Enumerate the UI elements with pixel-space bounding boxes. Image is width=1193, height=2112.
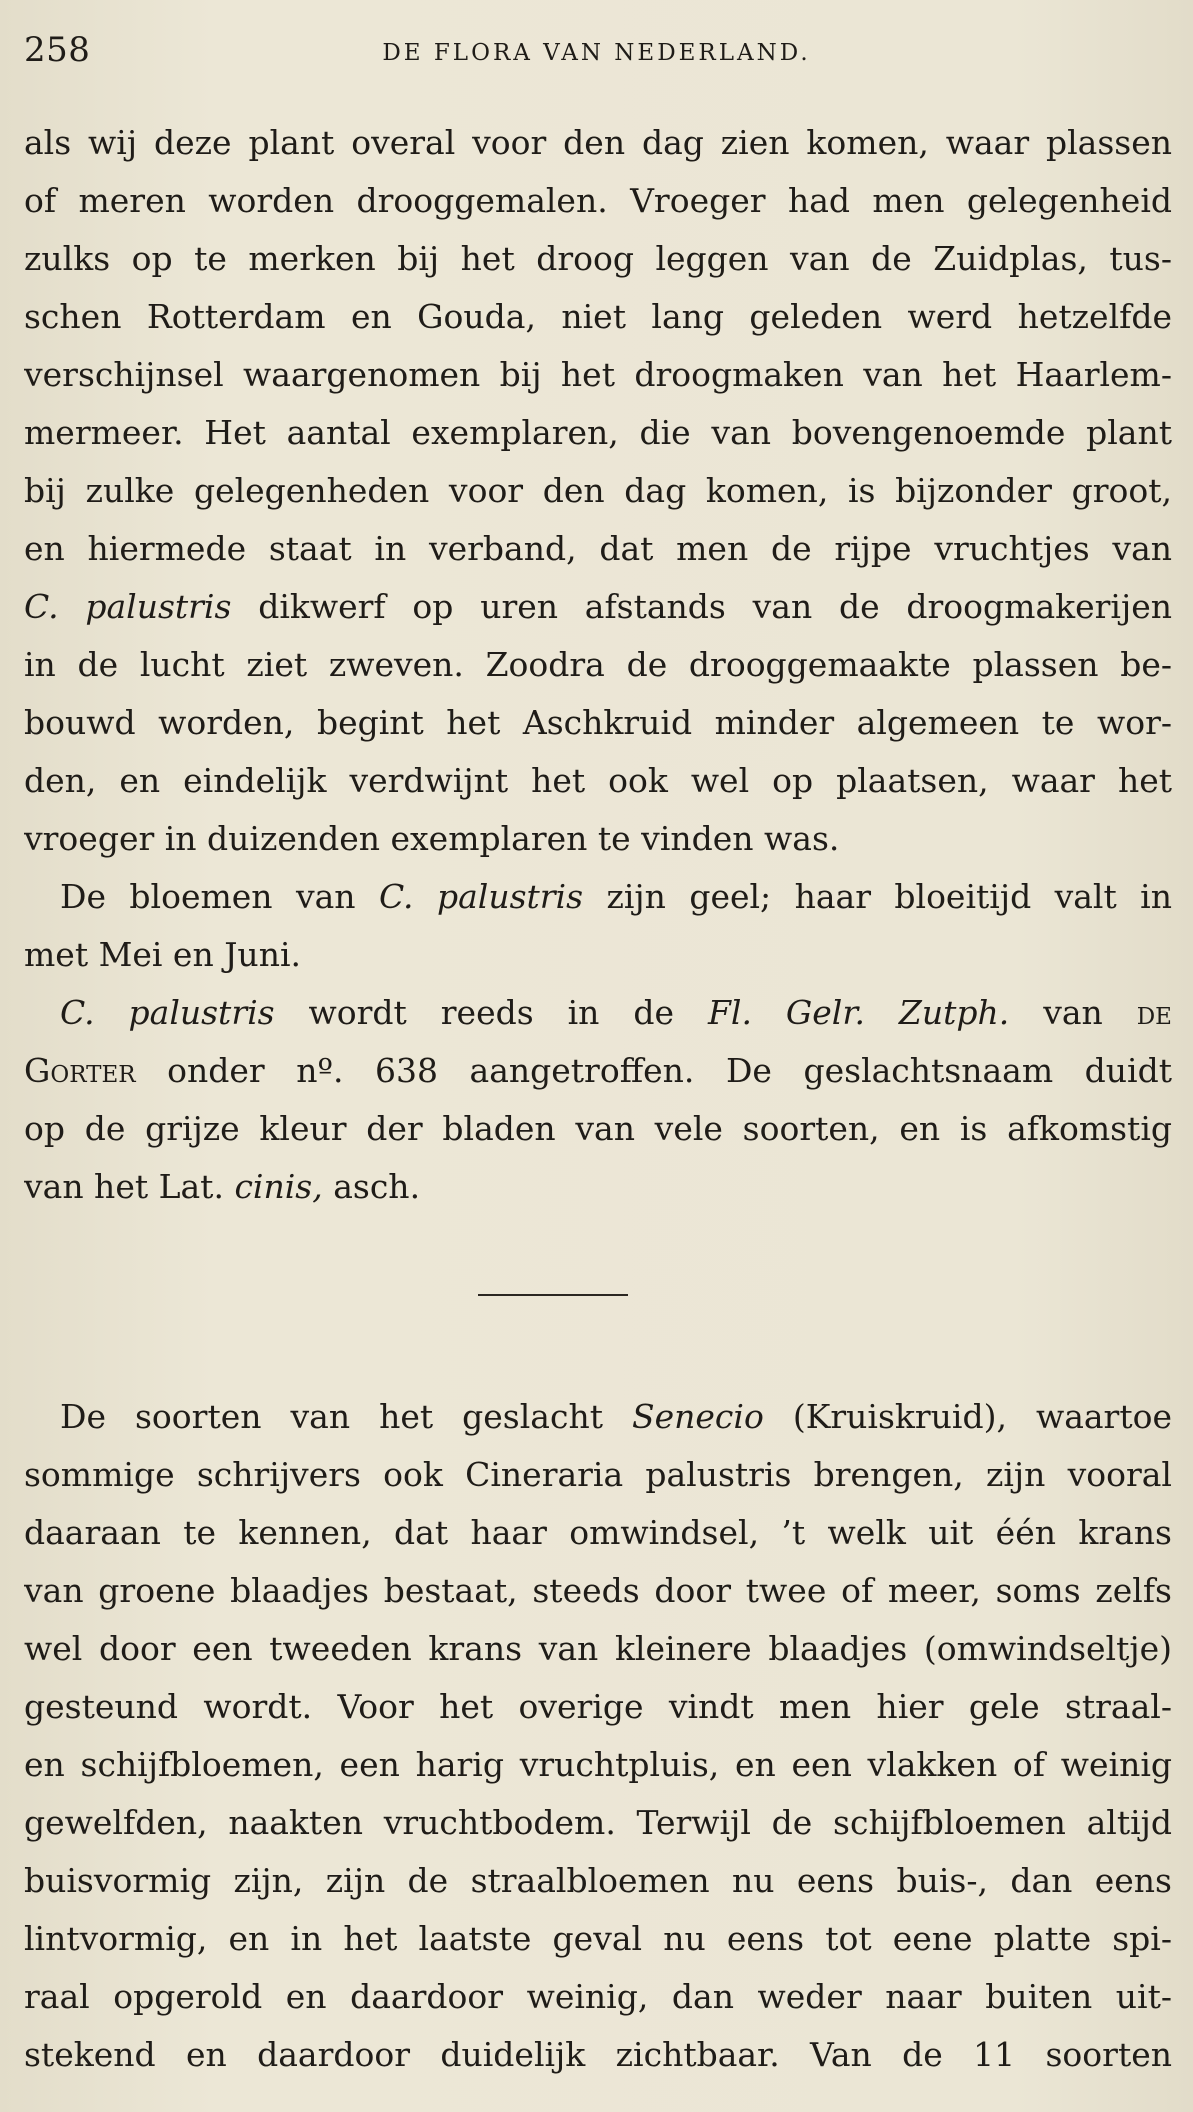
text-line: verschijnsel waargenomen bij het droogmaken van het Haarlem- (24, 355, 1172, 394)
text-line: in de lucht ziet zweven. Zoodra de drooggemaakte plassen be- (24, 645, 1172, 684)
text-line: mermeer. Het aantal exemplaren, die van bovengenoemde plant (24, 413, 1172, 452)
text-line: daaraan te kennen, dat haar omwindsel, ’t welk uit één krans (24, 1513, 1172, 1552)
section-divider (478, 1294, 628, 1296)
text-line: als wij deze plant overal voor den dag zien komen, waar plassen (24, 123, 1172, 162)
text-line (60, 867, 1172, 926)
text-span: De soorten van het geslacht (60, 1397, 603, 1436)
text-span: (Kruiskruid), waartoe (792, 1397, 1172, 1436)
text-line: wel door een tweeden krans van kleinere blaadjes (omwindseltje) (24, 1629, 1172, 1668)
text-span: dikwerf op uren afstands van de droogmakerijen (258, 587, 1172, 626)
text-line: schen Rotterdam en Gouda, niet lang geleden werd hetzelfde (24, 297, 1172, 336)
text-line (60, 983, 1172, 1042)
text-line: den, en eindelijk verdwijnt het ook wel op plaatsen, waar het (24, 761, 1172, 800)
text-span: wordt reeds in de (308, 993, 675, 1032)
text-span: asch. (333, 1167, 421, 1206)
latin-word: cinis, (234, 1167, 323, 1206)
text-line (60, 1387, 1172, 1446)
text-line: buisvormig zijn, zijn de straalbloemen nu eens buis-, dan eens (24, 1861, 1172, 1900)
text-line: zulks op te merken bij het droog leggen van de Zuidplas, tus- (24, 239, 1172, 278)
work-title: Fl. Gelr. Zutph. (708, 993, 1010, 1032)
genus-name: Senecio (631, 1397, 764, 1436)
text-line: lintvormig, en in het laatste geval nu eens tot eene platte spi- (24, 1919, 1172, 1958)
text-span: van (1043, 993, 1103, 1032)
text-line: raal opgerold en daardoor weinig, dan weder naar buiten uit- (24, 1977, 1172, 2016)
page-header (24, 30, 1169, 80)
text-line: stekend en daardoor duidelijk zichtbaar. Van de 11 soorten (24, 2035, 1172, 2074)
text-line: en schijfbloemen, een harig vruchtpluis, en een vlakken of weinig (24, 1745, 1172, 1784)
text-line: van groene blaadjes bestaat, steeds door twee of meer, soms zelfs (24, 1571, 1172, 1610)
text-line: sommige schrijvers ook Cineraria palustris brengen, zijn vooral (24, 1455, 1172, 1494)
author-name: de (1136, 993, 1172, 1032)
text-span: zijn geel; haar bloeitijd valt in (606, 877, 1172, 916)
text-span: van het Lat. (24, 1167, 224, 1206)
text-line: gesteund wordt. Voor het overige vindt men hier gele straal- (24, 1687, 1172, 1726)
text-line: gewelfden, naakten vruchtbodem. Terwijl de schijfbloemen altijd (24, 1803, 1172, 1842)
species-name: C. palustris (378, 877, 584, 916)
species-name: C. palustris (24, 587, 232, 626)
text-line: met Mei en Juni. (24, 935, 301, 974)
text-span: De bloemen van (60, 877, 356, 916)
running-title: DE FLORA VAN NEDERLAND. (382, 40, 811, 66)
text-line: bouwd worden, begint het Aschkruid minder algemeen te wor- (24, 703, 1172, 742)
text-span: onder nº. 638 aangetroffen. De geslachtsnaam duidt (167, 1051, 1172, 1090)
text-line: bij zulke gelegenheden voor den dag komen, is bijzonder groot, (24, 471, 1172, 510)
text-line (24, 577, 1172, 636)
text-line (24, 1041, 1172, 1100)
page-number: 258 (24, 30, 91, 70)
text-line: op de grijze kleur der bladen van vele soorten, en is afkomstig (24, 1109, 1172, 1148)
text-line: of meren worden drooggemalen. Vroeger had men gelegenheid (24, 181, 1172, 220)
text-line (24, 1157, 1172, 1216)
text-line: vroeger in duizenden exemplaren te vinden was. (24, 819, 840, 858)
species-name: C. palustris (60, 993, 275, 1032)
text-line: en hiermede staat in verband, dat men de rijpe vruchtjes van (24, 529, 1172, 568)
author-name: Gorter (24, 1051, 136, 1090)
